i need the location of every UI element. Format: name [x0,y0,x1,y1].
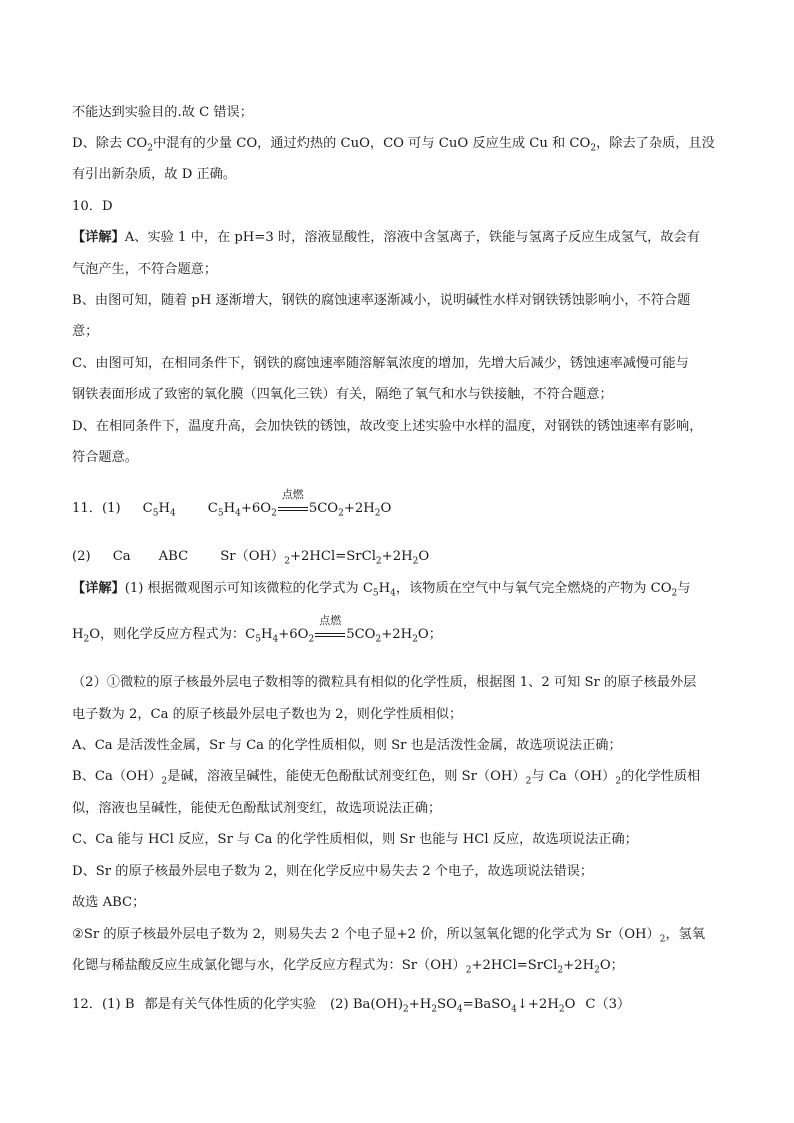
reaction-condition: 点燃 [314,626,346,644]
text-line: 故选 ABC； [72,895,146,910]
text-line: C、由图可知，在相同条件下，钢铁的腐蚀速率随溶解氧浓度的增加，先增大后减少，锈蚀速率减慢可能与 [72,356,689,371]
text-line: 似，溶液也呈碱性，能使无色酚酞试剂变红，故选项说法正确； [72,801,442,816]
text-line: ②Sr 的原子核最外层电子数为 2，则易失去 2 个电子显+2 价，所以氢氧化锶的化学式为 $Sr(OH)_2$，氢氧 [72,927,706,945]
text-line: A、Ca 是活泼性金属，Sr 与 Ca 的化学性质相似，则 Sr 也是活泼性金属，故选项说法正确； [72,738,622,753]
reaction-condition: 点燃 [277,500,309,518]
text-line: D、Sr 的原子核最外层电子数为 2，则在化学反应中易失去 2 个电子，故选项说法错误； [72,864,594,879]
text-line: 不能达到实验目的.故 C 错误； [72,105,253,120]
text-line: B、由图可知，随着 pH 逐渐增大，钢铁的腐蚀速率逐渐减小，说明碱性水样对钢铁锈蚀影响小，不符合题 [72,293,691,308]
text-line: 【详解】(1) 根据微观图示可知该微粒的化学式为 $C_5H_4$，该物质在空气中与氧气完全燃烧的产物为 $CO_2$与 [72,581,691,599]
text-line: D、除去 $CO_2$中混有的少量 CO，通过灼热的 CuO，CO 可与 CuO 反应生成 Cu 和 $CO_2$，除去了杂质，且没 [72,136,715,154]
answer-11-2: (2) Ca ABC $Sr(OH)_2+2HCl=SrCl_2+2H_2O$ [72,549,430,567]
answer-11-1: 11．(1) $C_5H_4$ $C_5H_4+6O_2$ 点燃 $5CO_2+2H_2O$ [72,488,392,519]
text-line: 符合题意。 [72,450,138,465]
text-line: D、在相同条件下，温度升高，会加快铁的锈蚀，故改变上述实验中水样的温度，对钢铁的锈蚀速率有影响， [72,419,703,434]
detail-label: 【详解】 [72,230,125,245]
text-line: 化锶与稀盐酸反应生成氯化锶与水，化学反应方程式为：$Sr(OH)_2+2HCl=SrCl_2+2H_2O$； [72,958,624,976]
detail-label: 【详解】 [72,581,125,596]
text-line: 钢铁表面形成了致密的氧化膜（四氧化三铁）有关，隔绝了氧气和水与铁接触，不符合题意； [72,387,613,402]
text-line: $H_2O$，则化学反应方程式为：$C_5H_4+6O_2$ 点燃 $5CO_2+2H_2O$； [72,614,442,645]
text-line: 有引出新杂质，故 D 正确。 [72,167,237,182]
text-line: B、$Ca(OH)_2$是碱，溶液呈碱性，能使无色酚酞试剂变红色，则 $Sr(OH)_2$与 $Ca(OH)_2$的化学性质相 [72,769,701,787]
text-line: 【详解】A、实验 1 中，在 pH=3 时，溶液显酸性，溶液中含氢离子，铁能与氢离子反应生成氢气，故会有 [72,230,700,245]
text-line: 电子数为 2，Ca 的原子核最外层电子数也为 2，则化学性质相似； [72,707,463,722]
answer-12: 12．(1) B 都是有关气体性质的化学实验 (2) $Ba(OH)_2+H_2SO_4=BaSO_4↓+2H_2O$ C（3） [72,997,631,1015]
text-line: 意； [72,324,99,339]
text-line: C、Ca 能与 HCl 反应，Sr 与 Ca 的化学性质相似，则 Sr 也能与 HCl 反应，故选项说法正确； [72,832,638,847]
text-line: 气泡产生，不符合题意； [72,262,218,277]
question-number: 10．D [72,199,113,214]
text-line: （2）①微粒的原子核最外层电子数相等的微粒具有相似的化学性质，根据图 1、2 可知 Sr 的原子核最外层 [72,675,697,690]
